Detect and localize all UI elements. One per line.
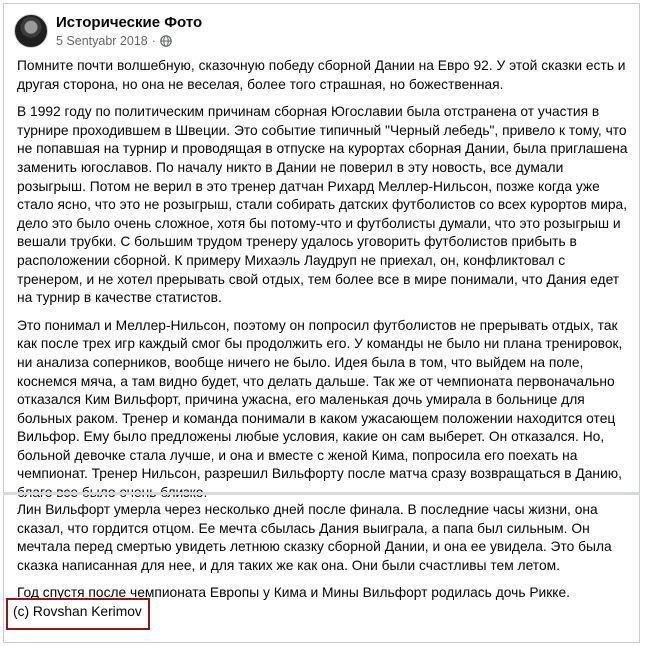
screenshot-divider	[3, 492, 640, 495]
page-avatar[interactable]	[14, 14, 48, 48]
post-body-continued	[17, 501, 631, 612]
post-date[interactable]: 5 Sentyabr 2018	[56, 34, 148, 48]
page-name[interactable]: Исторические Фото	[56, 14, 203, 31]
post-meta	[56, 34, 172, 48]
post-paragraph: Год спустя после чемпионата Европы у Кима и Мины Вильфорт родилась дочь Рикке.	[17, 585, 570, 601]
meta-separator: ·	[151, 34, 156, 48]
post-header	[14, 11, 614, 55]
post-paragraph: Помните почти волшебную, сказочную победу сборной Дании на Евро 92. У этой сказки есть и другая сторона, но она не веселая, более того страшная, но божественная.	[17, 58, 626, 92]
post-body	[17, 57, 631, 512]
post-paragraph: В 1992 году по политическим причинам сборная Югославии была отстранена от участия в турнире проходившем в Швеции. Это событие типичный "Черный лебедь", привело к тому, что не попавшая на турнир и проводящая в отпуске на курортах сборная Дании, была приглашена заменить югославов. По началу никто в Дании не поверил в эту новость, все думали розыгрыш. Потом не верил в это тренер датчан Рихард Меллер-Нильсон, позже когда уже стало ясно, что это не розыгрыш, стали собирать датских футболистов со всех курортов мира, дело это было очень сложное, хотя бы потому-что и футболисты думали, что это розыгрыш и вешали трубки. С большим трудом тренеру удалось уговорить футболистов прибыть в расположении сборной. К примеру Михаэль Лаудруп не приехал, он, конфликтовал с тренером, и не хотел прерывать свой отдых, тем более все в мире понимали, что Дания едет на турнир в качестве статистов.	[17, 104, 628, 306]
author-credit: (c) Rovshan Kerimov	[13, 604, 142, 619]
post-paragraph: Лин Вильфорт умерла через несколько дней после финала. В последние часы жизни, она сказал, что гордится отцом. Ее мечта сбылась Дания выиграла, а папа был сильным. Он мечтала перед смертью увидеть летнюю сказку сборной Дании, и она ее увидела. Это была сказка написанная для нее, и для таких же как она. Они были счастливы тем летом.	[17, 502, 612, 573]
globe-icon	[160, 35, 172, 47]
post-paragraph: Это понимал и Меллер-Нильсон, поэтому он попросил футболистов не прерывать отдых, так как после трех игр каждый смог бы продолжить его. У команды не было ни плана тренировок, ни анализа соперников, вообще ничего не было. Идея была в том, что выйдем на поле, коснемся мяча, а там видно будет, что делать дальше. Так же от чемпионата первоначально отказался Ким Вильфорт, причина ужасна, его маленькая дочь умирала в больнице для больных раком. Тренер и команда понимали в каком ужасающем положении находится отец Вильфор. Ему было предложены любые условия, какие он сам выберет. Он отказался. Но, больной девочке стала лучше, и она и вместе с женой Кима, попросила его поехать на чемпионат. Тренер Нильсон, разрешил Вильфорту после матча сразу возвращаться в Данию,	[17, 317, 623, 482]
